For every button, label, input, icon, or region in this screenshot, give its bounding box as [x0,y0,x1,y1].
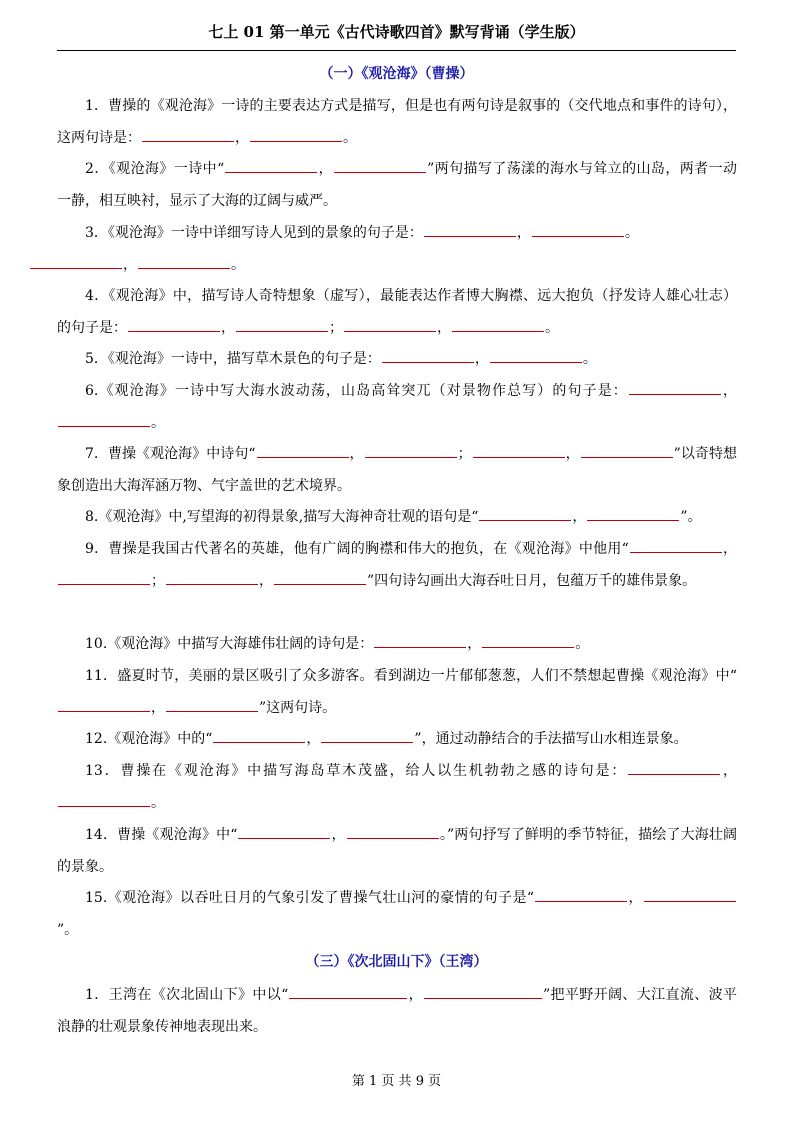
answer-blank[interactable] [535,887,627,902]
answer-blank[interactable] [479,506,571,521]
answer-blank[interactable] [58,570,150,585]
answer-blank[interactable] [289,984,407,999]
answer-blank[interactable] [30,254,122,269]
page-header [57,20,736,51]
question-4: 4．《观沧海》中，描写诗人奇特想象（虚写），最能表达作者博大胸襟、远大抱负（抒发诗人雄心壮志）的句子是： ， ； ， 。 [57,288,737,336]
answer-blank[interactable] [630,538,722,553]
question-12: 12.《观沧海》中的“ ， ”，通过动静结合的手法描写山水相连景象。 [57,724,737,756]
question-2: 2．《观沧海》一诗中“ ， ”两句描写了荡漾的海水与耸立的山岛，两者一动一静，相互映衬，显示了大海的辽阔与威严。 [57,154,737,217]
answer-blank[interactable] [629,380,721,395]
answer-blank[interactable] [532,222,624,237]
answer-blank[interactable] [58,697,150,712]
answer-blank[interactable] [344,317,436,332]
answer-blank[interactable] [58,792,150,807]
answer-blank[interactable] [482,633,574,648]
question-9: 9．曹操是我国古代著名的英雄，他有广阔的胸襟和伟大的抱负，在《观沧海》中他用“ ，； ， ”四句诗勾画出大海吞吐日月，包蕴万千的雄伟景象。 [57,534,737,597]
answer-blank[interactable] [628,760,720,775]
answer-blank[interactable] [238,824,330,839]
answer-blank[interactable] [490,348,582,363]
answer-blank[interactable] [334,158,426,173]
question-s3-1: 1．王湾在《次北固山下》中以“ ， ”把平野开阔、大江直流、波平浪静的壮观景象传神地表现出来。 [57,980,737,1043]
answer-blank[interactable] [374,633,466,648]
answer-blank[interactable] [473,443,565,458]
answer-blank[interactable] [587,506,679,521]
question-8: 8.《观沧海》中,写望海的初得景象,描写大海神奇壮观的语句是“ ， ”。 [57,502,737,534]
answer-blank[interactable] [213,728,305,743]
answer-blank[interactable] [452,317,544,332]
answer-blank[interactable] [58,412,150,427]
answer-blank[interactable] [347,824,439,839]
question-5: 5．《观沧海》一诗中，描写草木景色的句子是： ， 。 [57,344,737,376]
page-footer: 第 1 页 共 9 页 [351,1074,442,1089]
answer-blank[interactable] [321,728,413,743]
answer-blank[interactable] [382,348,474,363]
question-13: 13．曹操在《观沧海》中描写海岛草木茂盛，给人以生机勃勃之感的诗句是： ，。 [57,756,737,819]
answer-blank[interactable] [236,317,328,332]
question-3: 3．《观沧海》一诗中详细写诗人见到的景象的句子是： ， 。 ， 。 [57,218,737,281]
answer-blank[interactable] [365,443,457,458]
answer-blank[interactable] [142,127,234,142]
question-10: 10.《观沧海》中描写大海雄伟壮阔的诗句是： ， 。 [57,629,737,661]
answer-blank[interactable] [424,984,542,999]
answer-blank[interactable] [128,317,220,332]
answer-blank[interactable] [250,127,342,142]
answer-blank[interactable] [225,158,317,173]
question-15: 15.《观沧海》以吞吐日月的气象引发了曹操气壮山河的豪情的句子是“ ，”。 [57,883,737,946]
answer-blank[interactable] [257,443,349,458]
answer-blank[interactable] [166,570,258,585]
question-7: 7．曹操《观沧海》中诗句“ ， ； ， ”以奇特想象创造出大海浑涵万物、气宇盖世的艺术境界。 [57,439,737,502]
answer-blank[interactable] [274,570,366,585]
answer-blank[interactable] [424,222,516,237]
answer-blank[interactable] [644,887,736,902]
answer-blank[interactable] [581,443,673,458]
section-title-guancanghai: （一）《观沧海》（曹操） [319,66,474,82]
question-1: 1．曹操的《观沧海》一诗的主要表达方式是描写，但是也有两句诗是叙事的（交代地点和事件的诗句），这两句诗是： ， 。 [57,98,737,146]
section-title-cibeigushanxia: （三）《次北固山下》（王湾） [305,954,488,970]
question-14: 14．曹操《观沧海》中“ ， 。”两句抒写了鲜明的季节特征，描绘了大海壮阔的景象。 [57,820,737,883]
answer-blank[interactable] [166,697,258,712]
question-6: 6.《观沧海》一诗中写大海水波动荡，山岛高耸突兀（对景物作总写）的句子是： ，。 [57,376,737,439]
question-11: 11．盛夏时节，美丽的景区吸引了众多游客。看到湖边一片郁郁葱葱，人们不禁想起曹操《观沧海》中“， ”这两句诗。 [57,661,737,724]
answer-blank[interactable] [138,254,230,269]
document-title: 七上 01 第一单元《古代诗歌四首》默写背诵（学生版） [208,23,585,41]
